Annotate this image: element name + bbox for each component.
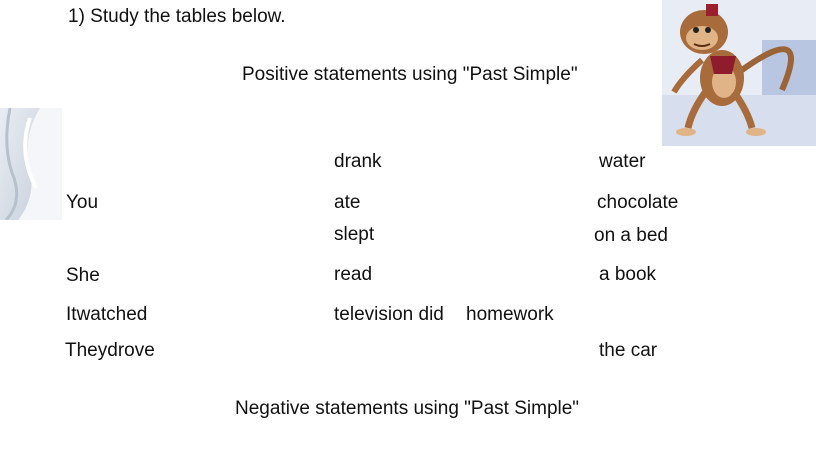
subject-they: They [65, 340, 108, 361]
verb-row-television [334, 305, 444, 324]
decorative-curl-icon [0, 108, 62, 220]
object-bed: on a bed [594, 225, 668, 246]
subject-she: She [66, 265, 100, 286]
verb-drove: drove [107, 340, 155, 361]
verb-ate: ate [334, 192, 361, 213]
verb-read: read [334, 264, 373, 285]
object-car: the car [599, 340, 658, 361]
page-title: 1) Study the tables below. [68, 6, 286, 27]
monkey-cartoon-icon [662, 0, 816, 146]
verb-slept: slept [334, 224, 375, 245]
verb-watched: watched [76, 304, 148, 325]
object-homework: homework [466, 304, 554, 325]
subject-it-row [66, 305, 147, 324]
object-television: television [334, 304, 414, 325]
negative-heading: Negative statements using "Past Simple" [235, 398, 580, 419]
subject-they-row [65, 341, 155, 360]
object-chocolate: chocolate [597, 192, 679, 213]
verb-did: did [418, 304, 444, 325]
subject-it: It [66, 304, 77, 325]
object-book: a book [599, 264, 657, 285]
subject-you: You [66, 192, 99, 213]
positive-heading: Positive statements using "Past Simple" [242, 64, 578, 85]
verb-drank: drank [334, 151, 382, 172]
object-water: water [599, 151, 646, 172]
